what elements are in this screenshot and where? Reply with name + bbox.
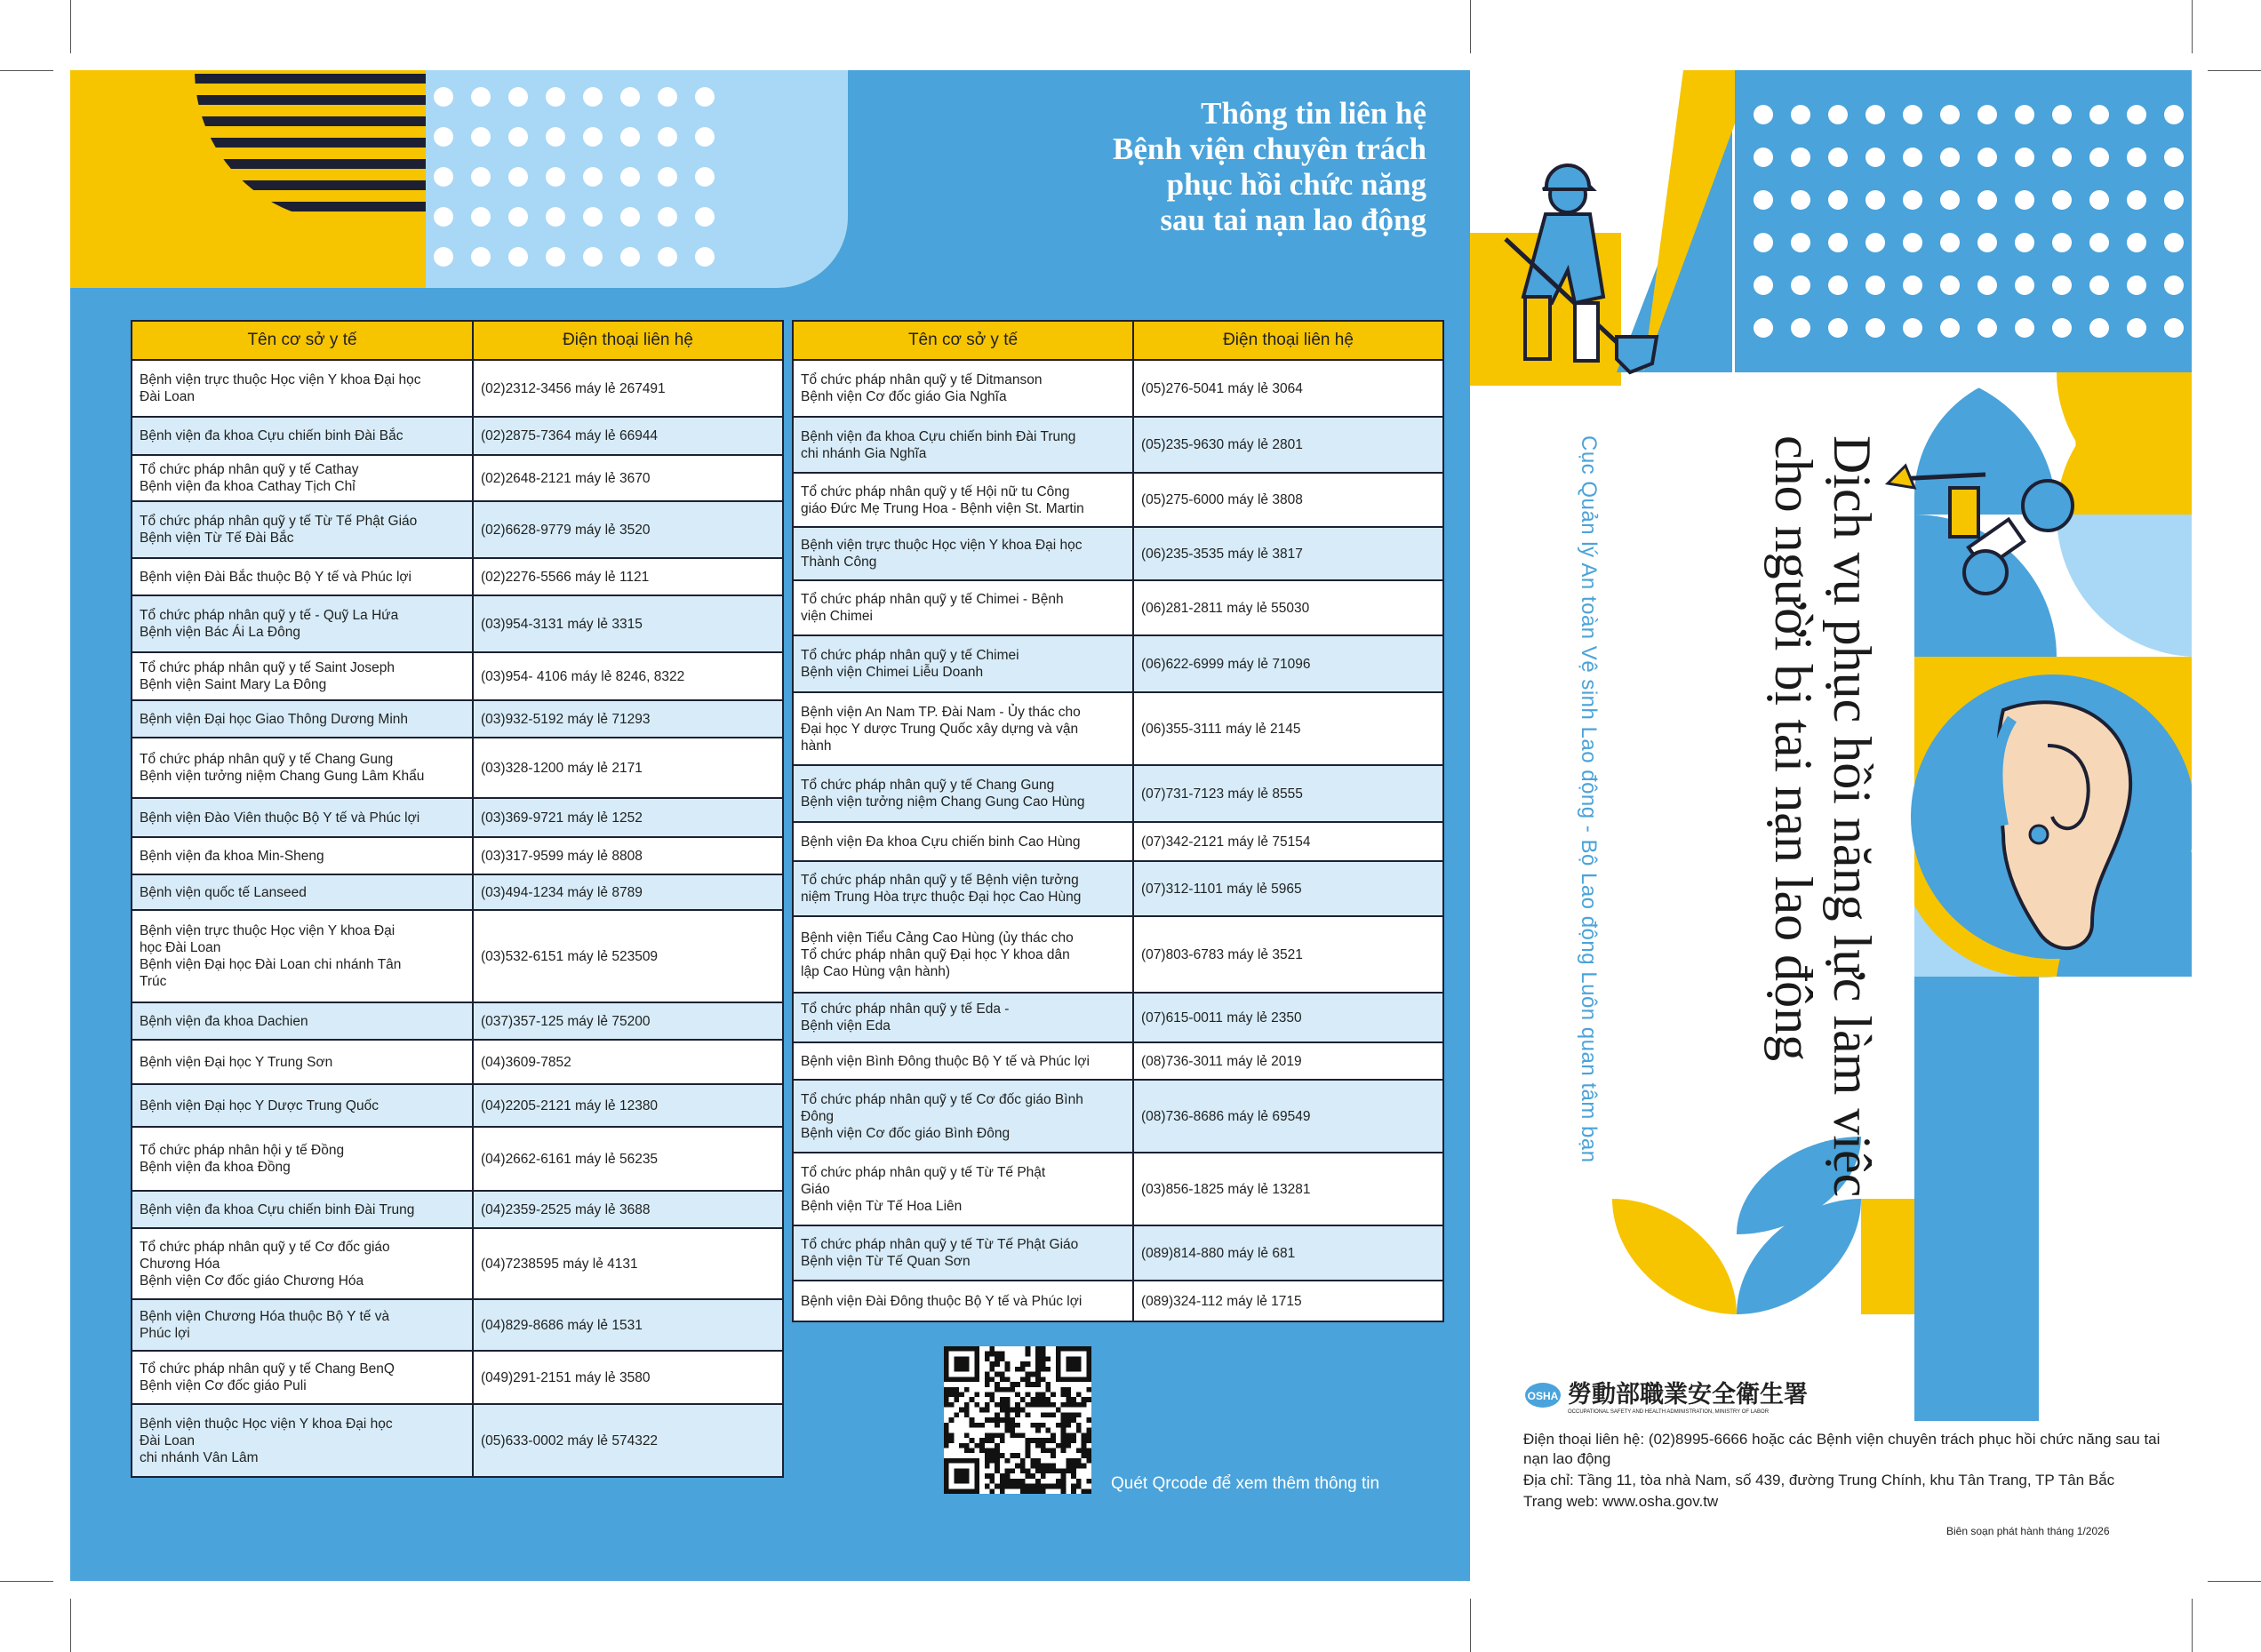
- table-row: [132, 360, 783, 417]
- contact-address: Địa chỉ: Tầng 11, tòa nhà Nam, số 439, đường Trung Chính, khu Tân Trang, TP Tân Bắc: [1523, 1472, 2115, 1488]
- hospital-phone: (07)803-6783 máy lẻ 3521: [1133, 916, 1443, 993]
- hospital-name: Tổ chức pháp nhân quỹ y tế Từ Tế Phật Giáo Bệnh viện Từ Tế Quan Sơn: [793, 1225, 1133, 1281]
- table-row: [793, 527, 1443, 580]
- hospital-name: Tổ chức pháp nhân quỹ y tế Từ Tế Phật Giáo Bệnh viện Từ Tế Hoa Liên: [793, 1153, 1133, 1225]
- table-row: [132, 1191, 783, 1228]
- hospital-phone: (03)494-1234 máy lẻ 8789: [473, 874, 783, 910]
- column-header-name: Tên cơ sở y tế: [793, 321, 1133, 360]
- hospital-name: Tổ chức pháp nhân quỹ y tế Chang Gung Bệnh viện tưởng niệm Chang Gung Lâm Khẩu: [132, 738, 473, 798]
- crop-mark: [2192, 0, 2193, 53]
- main-title-line: cho người bị tai nạn lao động: [1764, 435, 1823, 1062]
- crop-mark: [0, 1581, 53, 1582]
- table-row: [132, 417, 783, 455]
- hospital-name: Bệnh viện Chương Hóa thuộc Bộ Y tế và Phúc lợi: [132, 1299, 473, 1351]
- table-row: [793, 473, 1443, 527]
- table-row: [132, 501, 783, 558]
- hospital-phone: (08)736-8686 máy lẻ 69549: [1133, 1080, 1443, 1153]
- hospital-phone: (02)2276-5566 máy lẻ 1121: [473, 558, 783, 595]
- hospital-phone: (05)276-5041 máy lẻ 3064: [1133, 360, 1443, 417]
- hospital-phone: (06)281-2811 máy lẻ 55030: [1133, 580, 1443, 635]
- table-row: [793, 635, 1443, 692]
- table-row: [132, 1228, 783, 1299]
- hospital-name: Tổ chức pháp nhân quỹ y tế Cơ đốc giáo Chương Hóa Bệnh viện Cơ đốc giáo Chương Hóa: [132, 1228, 473, 1299]
- table-row: [793, 822, 1443, 861]
- hospital-phone: (037)357-125 máy lẻ 75200: [473, 1002, 783, 1040]
- hospital-name: Bệnh viện Đa khoa Cựu chiến binh Cao Hùng: [793, 822, 1133, 861]
- table-row: [793, 993, 1443, 1042]
- hospital-name: Tổ chức pháp nhân quỹ y tế Từ Tế Phật Giáo Bệnh viện Từ Tế Đài Bắc: [132, 501, 473, 558]
- hospital-phone: (06)235-3535 máy lẻ 3817: [1133, 527, 1443, 580]
- title-line: Thông tin liên hệ: [1201, 96, 1426, 131]
- hospital-name: Bệnh viện thuộc Học viện Y khoa Đại học Đài Loan chi nhánh Vân Lâm: [132, 1404, 473, 1477]
- hospital-name: Bệnh viện trực thuộc Học viện Y khoa Đại học Thành Công: [793, 527, 1133, 580]
- hospital-name: Bệnh viện Đại học Y Trung Sơn: [132, 1040, 473, 1084]
- main-title-line: Dịch vụ phục hồi năng lực làm việc: [1823, 435, 1882, 1198]
- contact-phone: Điện thoại liên hệ: (02)8995-6666 hoặc các Bệnh viện chuyên trách phục hồi chức năng sau tai nạn lao động: [1523, 1431, 2161, 1467]
- hospital-table-right: [792, 320, 1444, 1322]
- hospital-name: Bệnh viện Đại học Giao Thông Dương Minh: [132, 700, 473, 738]
- hospital-phone: (02)2648-2121 máy lẻ 3670: [473, 455, 783, 501]
- hospital-phone: (06)355-3111 máy lẻ 2145: [1133, 692, 1443, 765]
- hospital-phone: (04)2205-2121 máy lẻ 12380: [473, 1084, 783, 1127]
- hospital-phone: (03)954-3131 máy lẻ 3315: [473, 595, 783, 652]
- hospital-name: Tổ chức pháp nhân quỹ y tế Chang Gung Bệnh viện tưởng niệm Chang Gung Cao Hùng: [793, 765, 1133, 822]
- table-row: [132, 837, 783, 874]
- hospital-phone: (03)369-9721 máy lẻ 1252: [473, 798, 783, 837]
- hospital-name: Bệnh viện Đài Đông thuộc Bộ Y tế và Phúc lợi: [793, 1281, 1133, 1321]
- contact-website[interactable]: Trang web: www.osha.gov.tw: [1523, 1493, 1719, 1510]
- hospital-name: Bệnh viện Tiểu Cảng Cao Hùng (ủy thác cho Tổ chức pháp nhân quỹ Đại học Y khoa dân lập Cao Hùng vận hành): [793, 916, 1133, 993]
- hospital-phone: (03)317-9599 máy lẻ 8808: [473, 837, 783, 874]
- hospital-phone: (089)324-112 máy lẻ 1715: [1133, 1281, 1443, 1321]
- table-row: [132, 455, 783, 501]
- table-row: [793, 861, 1443, 916]
- title-line: phục hồi chức năng: [1166, 167, 1426, 202]
- hospital-phone: (04)2359-2525 máy lẻ 3688: [473, 1191, 783, 1228]
- osha-emblem-icon: [1523, 1379, 1562, 1411]
- hospital-phone: (089)814-880 máy lẻ 681: [1133, 1225, 1443, 1281]
- title-line: Bệnh viện chuyên trách: [1113, 132, 1426, 166]
- crop-mark: [0, 70, 53, 71]
- hospital-phone: (02)6628-9779 máy lẻ 3520: [473, 501, 783, 558]
- table-row: [132, 1404, 783, 1477]
- table-row: [132, 595, 783, 652]
- table-row: [132, 1127, 783, 1191]
- hospital-name: Tổ chức pháp nhân hội y tế Đồng Bệnh viện đa khoa Đồng: [132, 1127, 473, 1191]
- table-row: [132, 1002, 783, 1040]
- agency-slogan: Cục Quản lý An toàn Vệ sinh Lao động - Bộ Lao động Luôn quan tâm bạn: [1577, 435, 1601, 1163]
- crop-mark: [1470, 0, 1471, 53]
- hospital-name: Bệnh viện Bình Đông thuộc Bộ Y tế và Phúc lợi: [793, 1042, 1133, 1080]
- hospital-phone: (03)532-6151 máy lẻ 523509: [473, 910, 783, 1002]
- hospital-name: Tổ chức pháp nhân quỹ y tế Cathay Bệnh viện đa khoa Cathay Tịch Chỉ: [132, 455, 473, 501]
- crop-mark: [2192, 1599, 2193, 1652]
- hospital-phone: (08)736-3011 máy lẻ 2019: [1133, 1042, 1443, 1080]
- hospital-phone: (07)615-0011 máy lẻ 2350: [1133, 993, 1443, 1042]
- table-row: [793, 1225, 1443, 1281]
- hospital-name: Bệnh viện Đào Viên thuộc Bộ Y tế và Phúc lợi: [132, 798, 473, 837]
- table-row: [132, 558, 783, 595]
- table-row: [132, 910, 783, 1002]
- hospital-phone: (02)2312-3456 máy lẻ 267491: [473, 360, 783, 417]
- table-row: [132, 1084, 783, 1127]
- hospital-name: Bệnh viện đa khoa Cựu chiến binh Đài Bắc: [132, 417, 473, 455]
- hospital-name: Tổ chức pháp nhân quỹ y tế Cơ đốc giáo Bình Đông Bệnh viện Cơ đốc giáo Bình Đông: [793, 1080, 1133, 1153]
- hospital-phone: (03)328-1200 máy lẻ 2171: [473, 738, 783, 798]
- crop-mark: [2208, 70, 2261, 71]
- table-row: [793, 417, 1443, 473]
- hospital-phone: (04)7238595 máy lẻ 4131: [473, 1228, 783, 1299]
- hospital-phone: (07)731-7123 máy lẻ 8555: [1133, 765, 1443, 822]
- hospital-name: Tổ chức pháp nhân quỹ y tế - Quỹ La Hứa Bệnh viện Bác Ái La Đông: [132, 595, 473, 652]
- hospital-name: Bệnh viện đa khoa Cựu chiến binh Đài Trung chi nhánh Gia Nghĩa: [793, 417, 1133, 473]
- agency-name-en: OCCUPATIONAL SAFETY AND HEALTH ADMINISTRATION, MINISTRY OF LABOR: [1568, 1409, 1770, 1415]
- hospital-phone: (05)275-6000 máy lẻ 3808: [1133, 473, 1443, 527]
- crop-mark: [70, 0, 71, 53]
- hospital-name: Bệnh viện trực thuộc Học viện Y khoa Đại học Đài Loan Bệnh viện Đại học Đài Loan chi nhánh Tân Trúc: [132, 910, 473, 1002]
- hospital-phone: (04)829-8686 máy lẻ 1531: [473, 1299, 783, 1351]
- column-header-phone: Điện thoại liên hệ: [1133, 321, 1443, 360]
- column-header-name: Tên cơ sở y tế: [132, 321, 473, 360]
- header-decoration: [70, 70, 870, 288]
- table-row: [793, 916, 1443, 993]
- hospital-name: Bệnh viện đa khoa Dachien: [132, 1002, 473, 1040]
- hospital-name: Bệnh viện quốc tế Lanseed: [132, 874, 473, 910]
- hospital-phone: (05)235-9630 máy lẻ 2801: [1133, 417, 1443, 473]
- qr-caption: Quét Qrcode để xem thêm thông tin: [1111, 1474, 1380, 1493]
- table-row: [132, 700, 783, 738]
- table-row: [793, 765, 1443, 822]
- table-row: [793, 1153, 1443, 1225]
- table-row: [132, 738, 783, 798]
- table-row: [793, 1080, 1443, 1153]
- edition-note: Biên soạn phát hành tháng 1/2026: [1946, 1525, 2110, 1537]
- table-row: [132, 1299, 783, 1351]
- crop-mark: [1470, 1599, 1471, 1652]
- hospital-phone: (03)856-1825 máy lẻ 13281: [1133, 1153, 1443, 1225]
- hospital-phone: (03)932-5192 máy lẻ 71293: [473, 700, 783, 738]
- hospital-name: Bệnh viện Đài Bắc thuộc Bộ Y tế và Phúc lợi: [132, 558, 473, 595]
- hospital-name: Bệnh viện đa khoa Min-Sheng: [132, 837, 473, 874]
- hospital-name: Bệnh viện trực thuộc Học viện Y khoa Đại học Đài Loan: [132, 360, 473, 417]
- table-row: [793, 692, 1443, 765]
- hospital-name: Bệnh viện An Nam TP. Đài Nam - Ủy thác cho Đại học Y dược Trung Quốc xây dựng và vận hành: [793, 692, 1133, 765]
- table-row: [132, 1351, 783, 1404]
- table-row: [793, 360, 1443, 417]
- table-row: [793, 580, 1443, 635]
- svg-text:OSHA: OSHA: [1527, 1389, 1559, 1402]
- hospital-phone: (05)633-0002 máy lẻ 574322: [473, 1404, 783, 1477]
- hospital-name: Tổ chức pháp nhân quỹ y tế Chimei Bệnh viện Chimei Liễu Doanh: [793, 635, 1133, 692]
- hospital-phone: (03)954- 4106 máy lẻ 8246, 8322: [473, 652, 783, 700]
- main-title: [1764, 435, 1882, 1197]
- hospital-phone: (04)2662-6161 máy lẻ 56235: [473, 1127, 783, 1191]
- hospital-name: Tổ chức pháp nhân quỹ y tế Eda - Bệnh viện Eda: [793, 993, 1133, 1042]
- hospital-phone: (07)342-2121 máy lẻ 75154: [1133, 822, 1443, 861]
- table-row: [793, 1042, 1443, 1080]
- table-row: [793, 1281, 1443, 1321]
- hospital-name: Tổ chức pháp nhân quỹ y tế Chimei - Bệnh viện Chimei: [793, 580, 1133, 635]
- qr-code[interactable]: [944, 1346, 1091, 1494]
- hospital-name: Bệnh viện đa khoa Cựu chiến binh Đài Trung: [132, 1191, 473, 1228]
- hospital-phone: (02)2875-7364 máy lẻ 66944: [473, 417, 783, 455]
- hospital-name: Tổ chức pháp nhân quỹ y tế Ditmanson Bệnh viện Cơ đốc giáo Gia Nghĩa: [793, 360, 1133, 417]
- table-row: [132, 798, 783, 837]
- table-row: [132, 652, 783, 700]
- hospital-name: Tổ chức pháp nhân quỹ y tế Hội nữ tu Công giáo Đức Mẹ Trung Hoa - Bệnh viện St. Martin: [793, 473, 1133, 527]
- table-row: [132, 874, 783, 910]
- crop-mark: [2208, 1581, 2261, 1582]
- contact-info: [1523, 1430, 2172, 1513]
- osha-logo: [1523, 1375, 1808, 1415]
- hospital-name: Tổ chức pháp nhân quỹ y tế Saint Joseph Bệnh viện Saint Mary La Đông: [132, 652, 473, 700]
- hospital-name: Tổ chức pháp nhân quỹ y tế Bệnh viện tưởng niệm Trung Hòa trực thuộc Đại học Cao Hùng: [793, 861, 1133, 916]
- title-line: sau tai nạn lao động: [1160, 203, 1426, 237]
- hospital-name: Tổ chức pháp nhân quỹ y tế Chang BenQ Bệnh viện Cơ đốc giáo Puli: [132, 1351, 473, 1404]
- hospital-phone: (07)312-1101 máy lẻ 5965: [1133, 861, 1443, 916]
- hospital-phone: (049)291-2151 máy lẻ 3580: [473, 1351, 783, 1404]
- table-row: [132, 1040, 783, 1084]
- crop-mark: [70, 1599, 71, 1652]
- hospital-table-left: [131, 320, 784, 1478]
- hospital-phone: (06)622-6999 máy lẻ 71096: [1133, 635, 1443, 692]
- hospital-phone: (04)3609-7852: [473, 1040, 783, 1084]
- section-title: [942, 96, 1426, 238]
- hospital-name: Bệnh viện Đại học Y Dược Trung Quốc: [132, 1084, 473, 1127]
- agency-name: 勞動部職業安全衛生署: [1568, 1381, 1808, 1409]
- column-header-phone: Điện thoại liên hệ: [473, 321, 783, 360]
